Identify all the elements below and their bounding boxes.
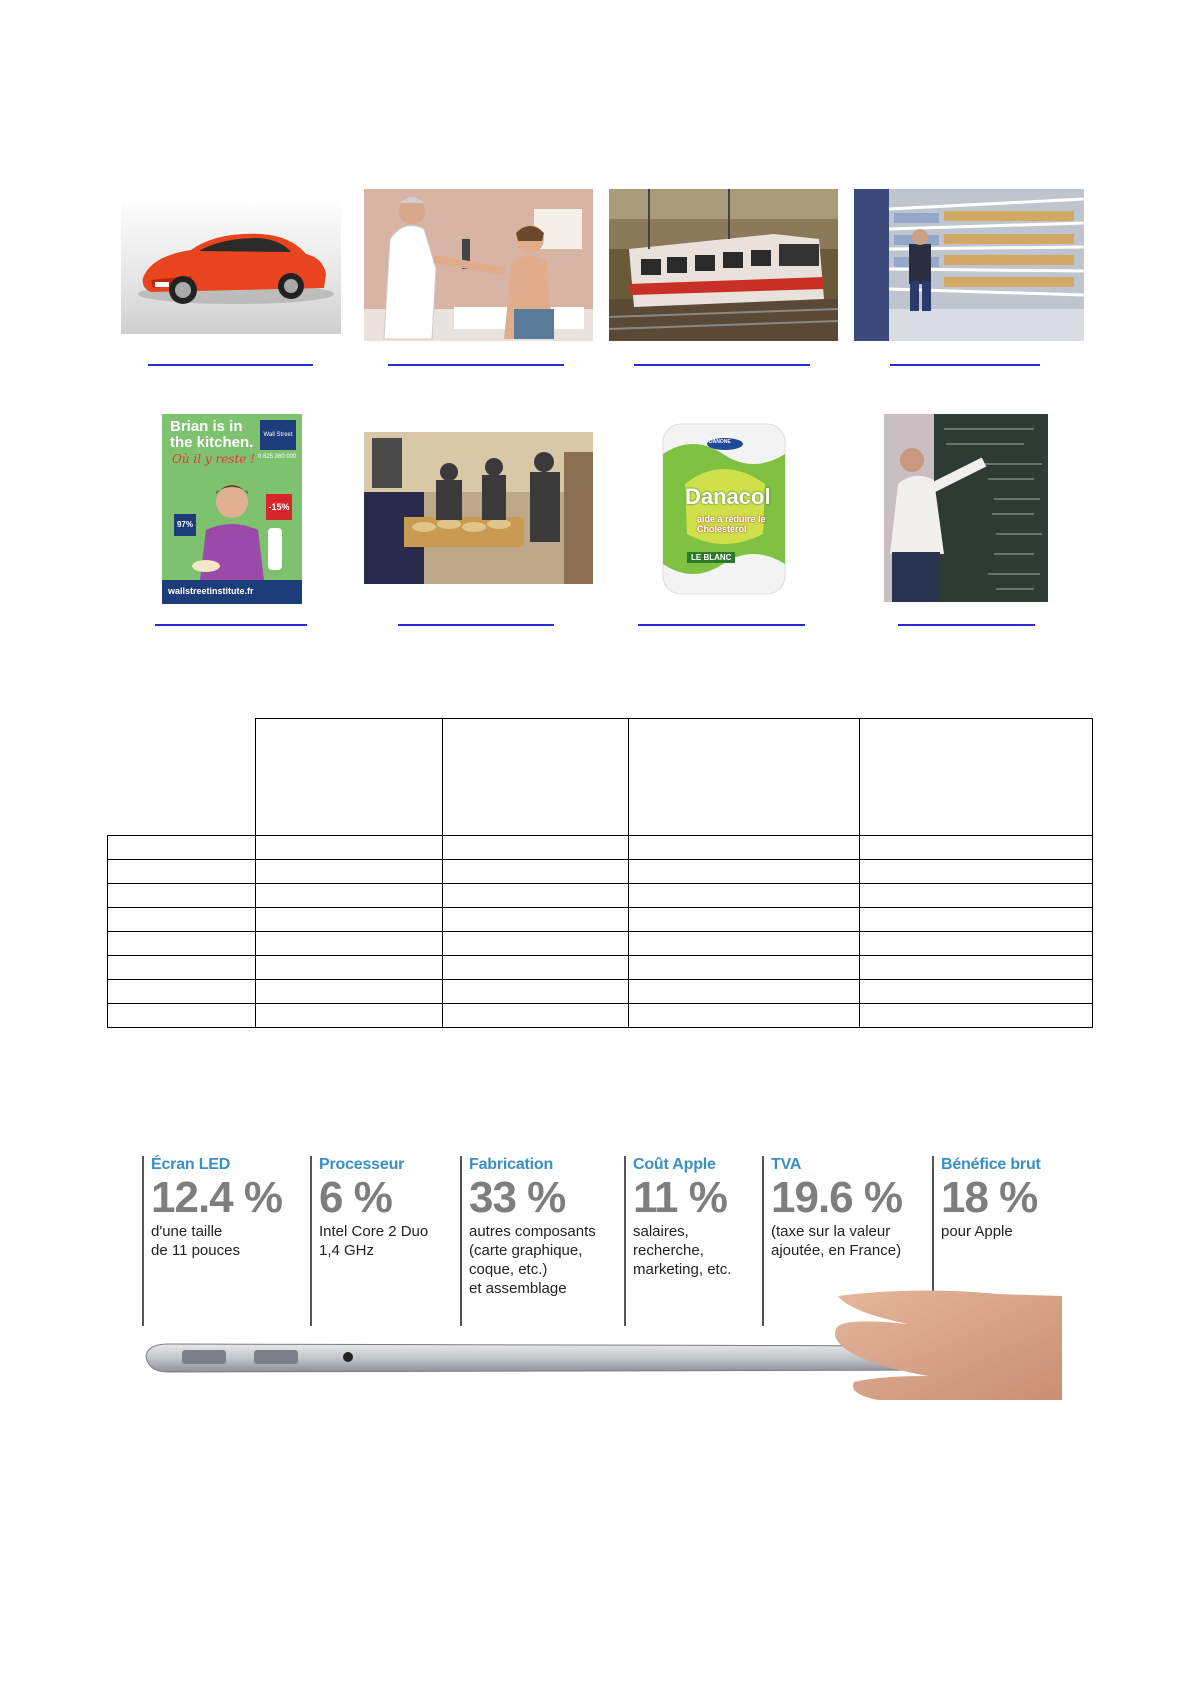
table-cell [108, 884, 256, 908]
table-cell [860, 884, 1093, 908]
table-header-cell [256, 719, 443, 836]
advert-website-bar [162, 580, 302, 604]
advert-brand-box: Wall Street [260, 420, 296, 450]
infographic-description: Intel Core 2 Duo 1,4 GHz [319, 1223, 429, 1259]
table-row [108, 884, 1093, 908]
table-cell [256, 956, 443, 980]
table-cell [860, 980, 1093, 1004]
empty-table [107, 718, 1093, 1028]
table-cell [628, 908, 860, 932]
infographic-percent: 18 % [941, 1173, 1038, 1222]
table-cell [860, 908, 1093, 932]
table-cell [108, 860, 256, 884]
car-illustration [121, 196, 341, 334]
table-cell [628, 884, 860, 908]
doctor-illustration [364, 189, 593, 341]
table-header-row [108, 719, 1093, 836]
teacher-at-blackboard-photo [884, 414, 1048, 602]
macbook-cost-infographic [138, 1148, 1062, 1400]
table-row [108, 932, 1093, 956]
infographic-category: TVA [771, 1156, 802, 1173]
table-cell [256, 980, 443, 1004]
table-cell [860, 1004, 1093, 1028]
caption-link-3[interactable] [634, 364, 810, 366]
table-row [108, 908, 1093, 932]
table-header-cell [628, 719, 860, 836]
table-cell [860, 932, 1093, 956]
table-cell [108, 836, 256, 860]
table-corner-cell [108, 719, 256, 836]
infographic-description: salaires, recherche, marketing, etc. [633, 1223, 732, 1278]
table-cell [442, 836, 628, 860]
table-cell [860, 956, 1093, 980]
table-row [108, 956, 1093, 980]
infographic-percent: 33 % [469, 1173, 566, 1222]
table-cell [108, 1004, 256, 1028]
danacol-brand: Danacol [685, 484, 771, 509]
table-row [108, 836, 1093, 860]
table-cell [442, 956, 628, 980]
table-cell [256, 884, 443, 908]
caption-link-2[interactable] [388, 364, 564, 366]
caption-link-8[interactable] [898, 624, 1035, 626]
infographic-percent: 12.4 % [151, 1173, 282, 1222]
commuter-train-photo [609, 189, 838, 341]
caption-link-4[interactable] [890, 364, 1040, 366]
table-cell [108, 956, 256, 980]
danacol-maker: DANONE [709, 439, 731, 445]
caption-link-6[interactable] [398, 624, 554, 626]
train-illustration [609, 189, 838, 341]
caption-link-1[interactable] [148, 364, 313, 366]
infographic-description: d'une taille de 11 pouces [151, 1223, 240, 1259]
supermarket-aisle-photo [854, 189, 1084, 341]
caption-link-7[interactable] [638, 624, 805, 626]
table-cell [860, 836, 1093, 860]
infographic-description: (taxe sur la valeur ajoutée, en France) [771, 1223, 902, 1259]
table-cell [860, 860, 1093, 884]
infographic-category: Fabrication [469, 1156, 554, 1173]
supermarket-illustration [854, 189, 1084, 341]
advert-stat-badge: 97% [174, 514, 196, 536]
table-cell [442, 1004, 628, 1028]
advert-person-illustration [162, 470, 302, 580]
table-cell [442, 860, 628, 884]
infographic-description: pour Apple [941, 1223, 1013, 1240]
table-cell [256, 1004, 443, 1028]
advert-headline-1: Brian is in [170, 418, 243, 435]
danacol-claim: aide à réduire le Cholestérol [697, 514, 766, 534]
table-row [108, 1004, 1093, 1028]
table-header-cell [860, 719, 1093, 836]
table-cell [256, 860, 443, 884]
table-cell [442, 980, 628, 1004]
table-cell [442, 884, 628, 908]
macbook-air-illustration [138, 1290, 1062, 1400]
food-distribution-illustration [364, 432, 593, 584]
infographic-percent: 19.6 % [771, 1173, 902, 1222]
red-sports-car-photo [121, 196, 341, 334]
infographic-description: autres composants (carte graphique, coque, etc.) et assemblage [469, 1223, 596, 1297]
infographic-category: Coût Apple [633, 1156, 716, 1173]
advert-phone: 0 825 360 000 [258, 454, 297, 460]
table-cell [108, 980, 256, 1004]
table-cell [442, 932, 628, 956]
table-cell [108, 932, 256, 956]
table-cell [628, 1004, 860, 1028]
advert-headline-2: the kitchen. [170, 434, 254, 451]
table-header-cell [442, 719, 628, 836]
advert-website: wallstreetinstitute.fr [168, 586, 254, 596]
table-cell [256, 932, 443, 956]
doctor-examining-patient-photo [364, 189, 593, 341]
advert-promo-badge: -15% [266, 494, 292, 520]
infographic-category: Processeur [319, 1156, 405, 1173]
infographic-category: Bénéfice brut [941, 1156, 1041, 1173]
danacol-flavour: LE BLANC [687, 552, 735, 563]
table-cell [256, 908, 443, 932]
food-distribution-photo [364, 432, 593, 584]
table-cell [108, 908, 256, 932]
infographic-percent: 11 % [633, 1173, 727, 1222]
advert-tagline: Où il y reste ! [172, 452, 256, 466]
table-cell [628, 980, 860, 1004]
table-cell [628, 836, 860, 860]
caption-link-5[interactable] [155, 624, 307, 626]
table-cell [628, 956, 860, 980]
table-row [108, 980, 1093, 1004]
infographic-percent: 6 % [319, 1173, 392, 1222]
teacher-illustration [884, 414, 1048, 602]
table-cell [256, 836, 443, 860]
table-cell [628, 932, 860, 956]
danacol-yogurt-pack-photo [653, 414, 795, 604]
infographic-category: Écran LED [151, 1156, 231, 1173]
table-cell [628, 860, 860, 884]
table-row [108, 860, 1093, 884]
english-course-advert-photo [162, 414, 302, 604]
table-cell [442, 908, 628, 932]
